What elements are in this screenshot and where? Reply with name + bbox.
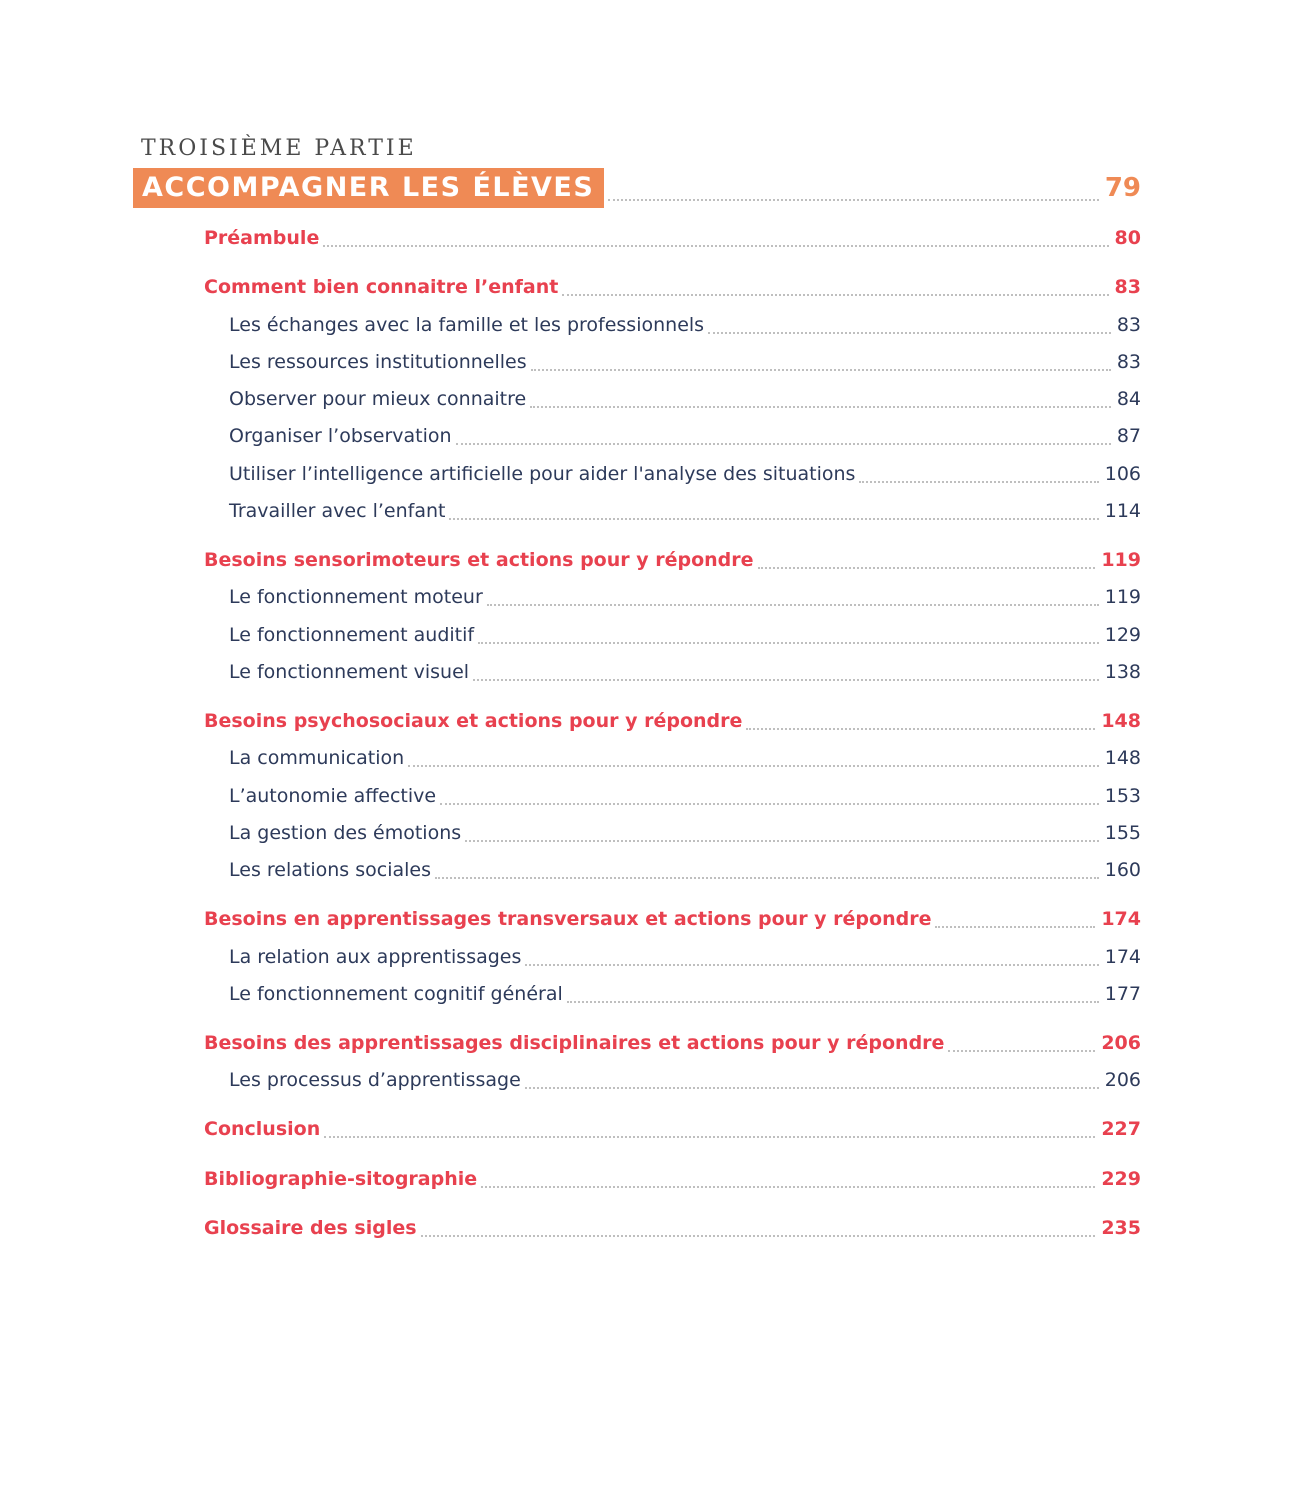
toc-section-disciplinaires[interactable] <box>204 1028 1141 1058</box>
toc-entry-label: Les relations sociales <box>229 859 431 881</box>
toc-section-label: Besoins des apprentissages disciplinaires et actions pour y répondre <box>204 1032 945 1054</box>
dot-leader <box>408 764 1099 767</box>
dot-leader <box>935 925 1095 928</box>
toc-section-label: Conclusion <box>204 1118 321 1140</box>
toc-section-label: Besoins en apprentissages transversaux et actions pour y répondre <box>204 908 932 930</box>
toc-page-number: 148 <box>1104 747 1141 769</box>
dot-leader <box>608 198 1098 201</box>
dot-leader <box>758 566 1096 569</box>
toc-entry-label: Le fonctionnement moteur <box>229 586 483 608</box>
part-title: ACCOMPAGNER LES ÉLÈVES <box>133 168 604 208</box>
toc-entry-label: La relation aux apprentissages <box>229 946 522 968</box>
toc-page-number: 153 <box>1104 785 1141 807</box>
part-heading-row[interactable] <box>133 168 1141 208</box>
toc-page-number: 119 <box>1104 586 1141 608</box>
toc-page-number: 174 <box>1101 908 1141 930</box>
toc-entry[interactable] <box>229 818 1141 848</box>
part-label: TROISIÈME PARTIE <box>141 136 417 161</box>
toc-page-number: 83 <box>1114 276 1141 298</box>
dot-leader <box>440 802 1099 805</box>
toc-page-number: 177 <box>1104 983 1141 1005</box>
toc-page-number: 119 <box>1101 549 1141 571</box>
toc-section-label: Besoins sensorimoteurs et actions pour y répondre <box>204 549 754 571</box>
dot-leader <box>473 678 1099 681</box>
toc-entry[interactable] <box>229 743 1141 773</box>
dot-leader <box>948 1049 1095 1052</box>
toc-page-number: 138 <box>1104 661 1141 683</box>
dot-leader <box>708 331 1111 334</box>
toc-section-connaitre-enfant[interactable] <box>204 272 1141 302</box>
dot-leader <box>525 963 1098 966</box>
toc-entry[interactable] <box>229 781 1141 811</box>
dot-leader <box>746 727 1095 730</box>
toc-section-label: Glossaire des sigles <box>204 1217 417 1239</box>
dot-leader <box>531 368 1111 371</box>
dot-leader <box>525 1086 1099 1089</box>
toc-section-transversaux[interactable] <box>204 904 1141 934</box>
toc-section-sensorimoteurs[interactable] <box>204 545 1141 575</box>
dot-leader <box>456 442 1111 445</box>
dot-leader <box>859 480 1098 483</box>
toc-page-number: 229 <box>1101 1168 1141 1190</box>
toc-page-number: 83 <box>1116 351 1141 373</box>
part-page-number: 79 <box>1104 173 1141 203</box>
toc-entry-label: La communication <box>229 747 405 769</box>
toc-section-bibliographie[interactable] <box>204 1164 1141 1194</box>
toc-entry-label: Le fonctionnement visuel <box>229 661 470 683</box>
toc-section-label: Besoins psychosociaux et actions pour y répondre <box>204 710 743 732</box>
toc-entry[interactable] <box>229 459 1141 489</box>
toc-entry-label: La gestion des émotions <box>229 822 462 844</box>
dot-leader <box>562 293 1108 296</box>
toc-section-label: Bibliographie-sitographie <box>204 1168 478 1190</box>
toc-entry-label: L’autonomie affective <box>229 785 437 807</box>
dot-leader <box>449 517 1098 520</box>
toc-entry[interactable] <box>229 421 1141 451</box>
toc-page-number: 174 <box>1104 946 1141 968</box>
toc-entry-label: Les processus d’apprentissage <box>229 1069 521 1091</box>
toc-entry-label: Utiliser l’intelligence artificielle pour aider l'analyse des situations <box>229 463 856 485</box>
dot-leader <box>421 1234 1096 1237</box>
dot-leader <box>481 1185 1095 1188</box>
toc-page-number: 227 <box>1101 1118 1141 1140</box>
toc-page-number: 106 <box>1104 463 1141 485</box>
toc-entry-label: Les échanges avec la famille et les professionnels <box>229 314 705 336</box>
dot-leader <box>567 1000 1099 1003</box>
toc-page-number: 80 <box>1114 227 1141 249</box>
toc-entry[interactable] <box>229 979 1141 1009</box>
toc-section-conclusion[interactable] <box>204 1114 1141 1144</box>
toc-entry[interactable] <box>229 1065 1141 1095</box>
dot-leader <box>435 876 1099 879</box>
toc-entry[interactable] <box>229 582 1141 612</box>
toc-page-number: 148 <box>1101 710 1141 732</box>
toc-page-number: 160 <box>1104 859 1141 881</box>
toc-entry-label: Le fonctionnement cognitif général <box>229 983 563 1005</box>
toc-page-number: 129 <box>1104 624 1141 646</box>
toc-entry[interactable] <box>229 855 1141 885</box>
toc-entry[interactable] <box>229 310 1141 340</box>
dot-leader <box>323 244 1108 247</box>
toc-entry-label: Organiser l’observation <box>229 425 452 447</box>
toc-entry[interactable] <box>229 347 1141 377</box>
toc-section-glossaire[interactable] <box>204 1213 1141 1243</box>
toc-page-number: 235 <box>1101 1217 1141 1239</box>
toc-page-number: 206 <box>1104 1069 1141 1091</box>
toc-entry-label: Le fonctionnement auditif <box>229 624 475 646</box>
toc-entry[interactable] <box>229 942 1141 972</box>
toc-section-label: Comment bien connaitre l’enfant <box>204 276 559 298</box>
toc-section-psychosociaux[interactable] <box>204 706 1141 736</box>
toc-section-label: Préambule <box>204 227 320 249</box>
toc-entry[interactable] <box>229 384 1141 414</box>
toc-page-number: 87 <box>1116 425 1141 447</box>
dot-leader <box>478 641 1099 644</box>
toc-page-number: 206 <box>1101 1032 1141 1054</box>
toc-entry[interactable] <box>229 657 1141 687</box>
toc-page-number: 155 <box>1104 822 1141 844</box>
dot-leader <box>487 603 1099 606</box>
toc-entry-label: Observer pour mieux connaitre <box>229 388 527 410</box>
toc-page-number: 83 <box>1116 314 1141 336</box>
dot-leader <box>324 1135 1095 1138</box>
toc-section-preambule[interactable] <box>204 223 1141 253</box>
toc-entry-label: Travailler avec l’enfant <box>229 500 446 522</box>
toc-page-number: 114 <box>1104 500 1141 522</box>
toc-page-number: 84 <box>1116 388 1141 410</box>
toc-entry[interactable] <box>229 620 1141 650</box>
dot-leader <box>530 405 1111 408</box>
dot-leader <box>465 839 1099 842</box>
toc-entry[interactable] <box>229 496 1141 526</box>
toc-entry-label: Les ressources institutionnelles <box>229 351 527 373</box>
